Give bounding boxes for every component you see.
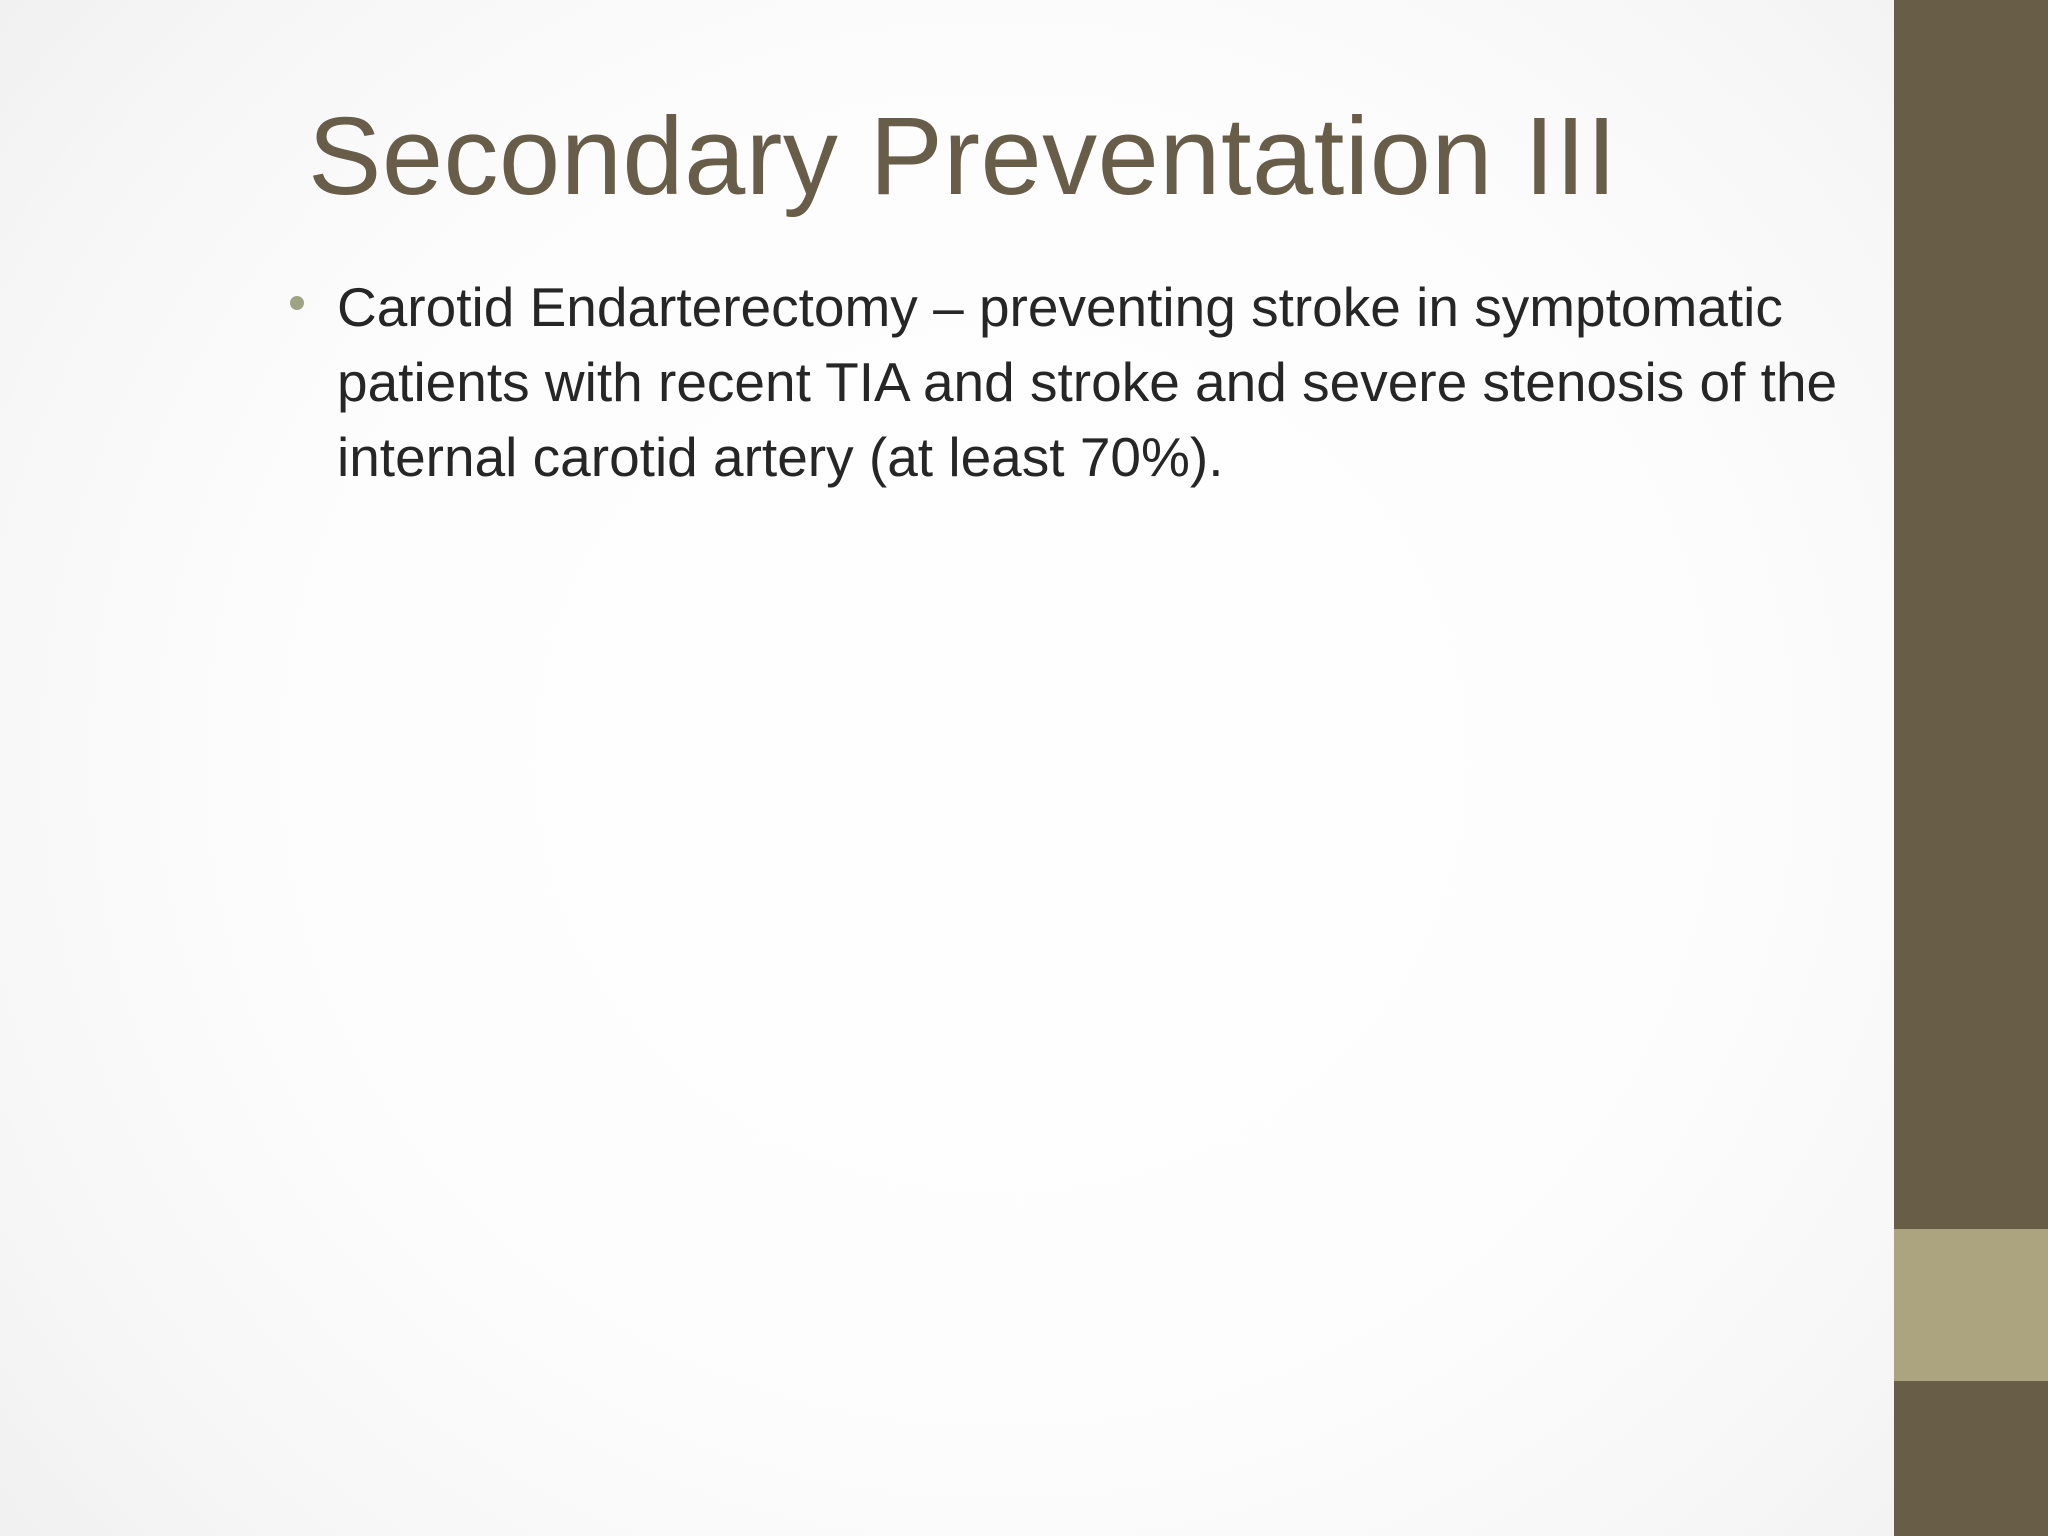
bullet-text: Carotid Endarterectomy – preventing stroke in symptomatic patients with recent TIA and stroke and severe stenosis of the internal carotid artery (at least 70%).	[337, 276, 1838, 488]
right-side-accent-block	[1894, 1229, 2048, 1381]
bullet-item	[282, 270, 1902, 495]
bullet-dot-icon	[290, 296, 304, 310]
bullet-list	[282, 270, 1902, 495]
slide-title: Secondary Preventation III	[308, 95, 1618, 218]
